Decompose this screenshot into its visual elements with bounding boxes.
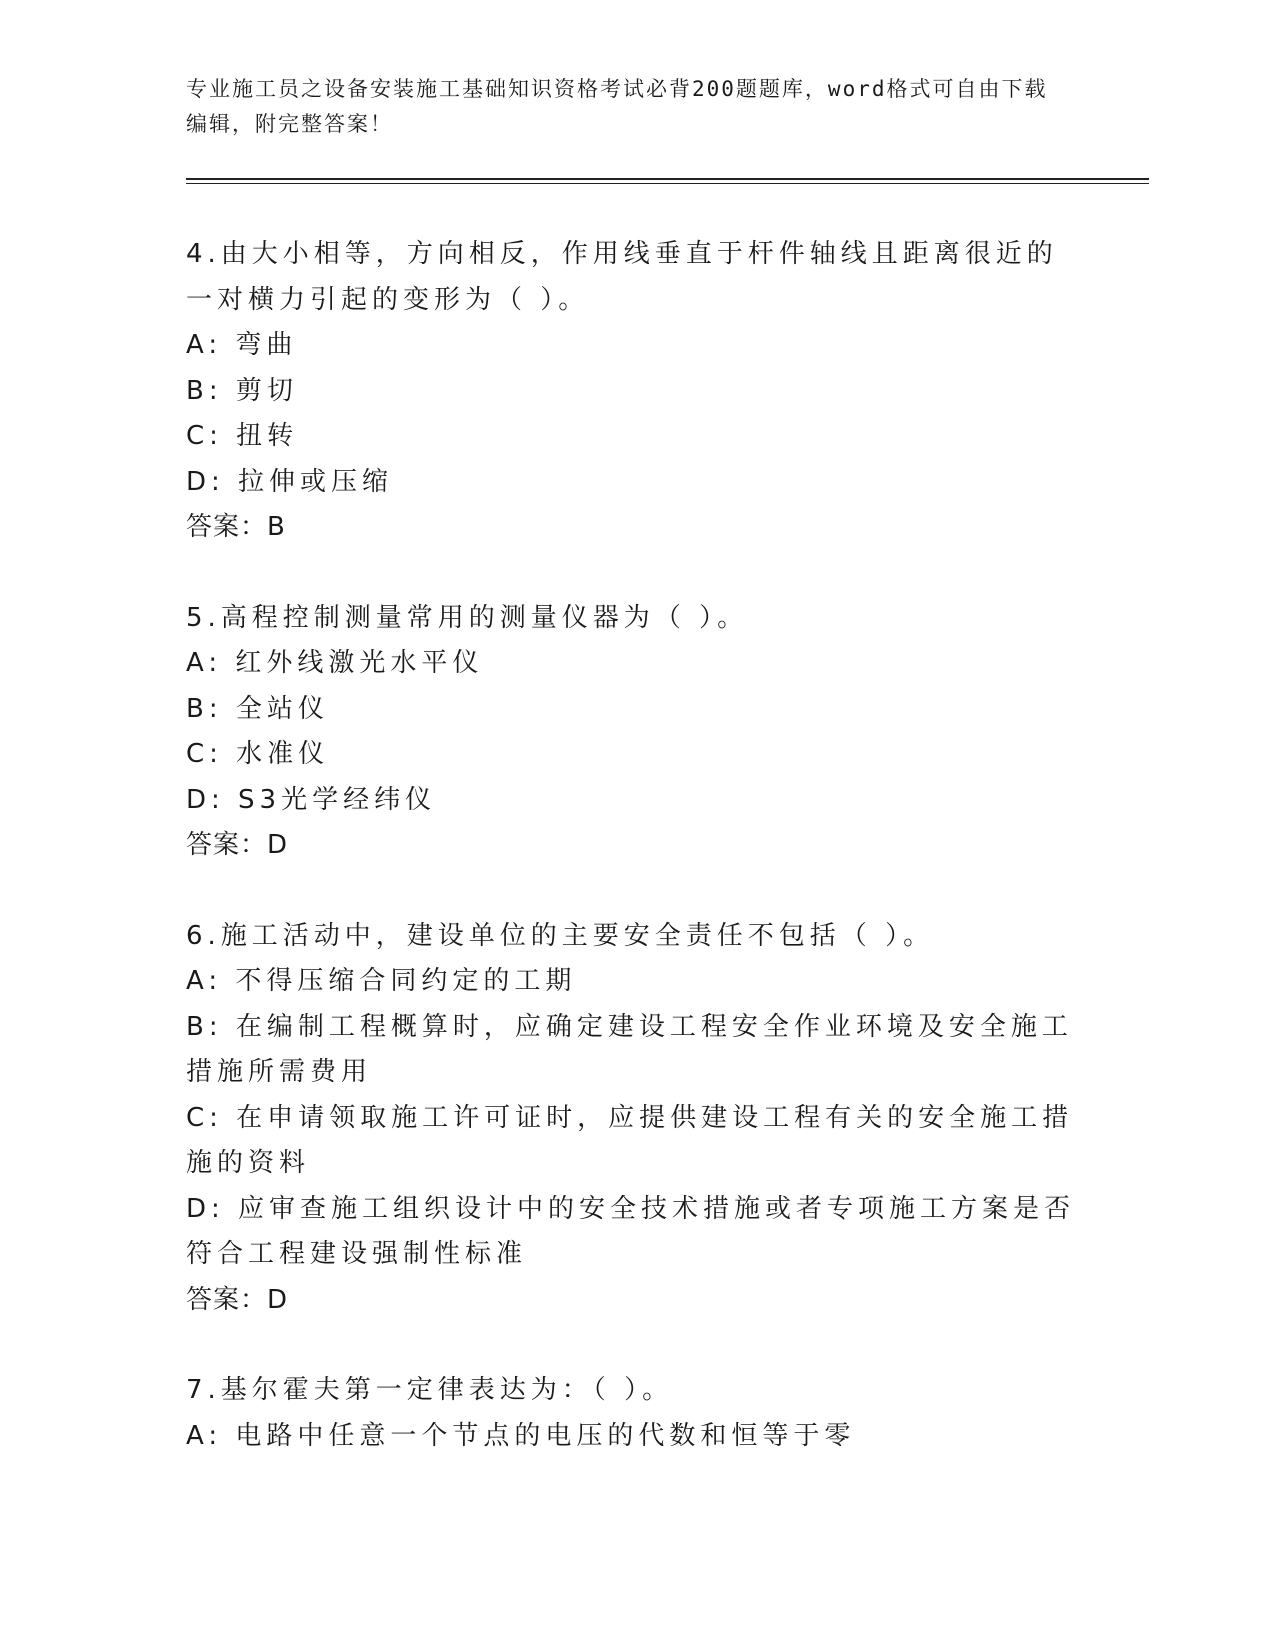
- option-a: A: 红外线激光水平仪: [186, 648, 484, 678]
- header-rule: [186, 178, 1149, 180]
- answer: 答案：D: [186, 830, 289, 860]
- header-rule-thin: [186, 183, 1149, 184]
- option-b: B: 全站仪: [186, 693, 329, 724]
- question-7: [186, 1368, 1086, 1459]
- option-d: D: S3光学经纬仪: [186, 784, 437, 815]
- option-a: A: 弯曲: [186, 330, 298, 360]
- question-stem: 4.由大小相等，方向相反，作用线垂直于杆件轴线且距离很近的一对横力引起的变形为（ ）。: [186, 239, 1058, 315]
- option-d: D: 应审查施工组织设计中的安全技术措施或者专项施工方案是否符合工程建设强制性标准: [186, 1193, 1076, 1269]
- question-stem: 6.施工活动中，建设单位的主要安全责任不包括（ ）。: [186, 920, 935, 951]
- option-d: D: 拉伸或压缩: [186, 466, 394, 497]
- question-stem: 7.基尔霍夫第一定律表达为：（ ）。: [186, 1375, 674, 1405]
- question-stem: 5.高程控制测量常用的测量仪器为（ ）。: [186, 602, 749, 633]
- document-header: [186, 72, 1066, 142]
- question-list: [186, 232, 1086, 1504]
- question-5: [186, 596, 1086, 869]
- option-a: A: 不得压缩合同约定的工期: [186, 966, 577, 996]
- option-c: C: 水准仪: [186, 739, 330, 769]
- option-c: C: 扭转: [186, 421, 299, 451]
- option-b: B: 剪切: [186, 375, 298, 406]
- question-4: [186, 232, 1086, 551]
- option-c: C: 在申请领取施工许可证时，应提供建设工程有关的安全施工措施的资料: [186, 1102, 1074, 1178]
- question-6: [186, 914, 1086, 1324]
- document-title: 专业施工员之设备安装施工基础知识资格考试必背200题题库，word格式可自由下载编辑，附完整答案！: [186, 77, 1048, 136]
- option-a: A: 电路中任意一个节点的电压的代数和恒等于零: [186, 1420, 856, 1451]
- answer: 答案：D: [186, 1284, 289, 1315]
- answer: 答案：B: [186, 512, 286, 542]
- option-b: B: 在编制工程概算时，应确定建设工程安全作业环境及安全施工措施所需费用: [186, 1011, 1073, 1087]
